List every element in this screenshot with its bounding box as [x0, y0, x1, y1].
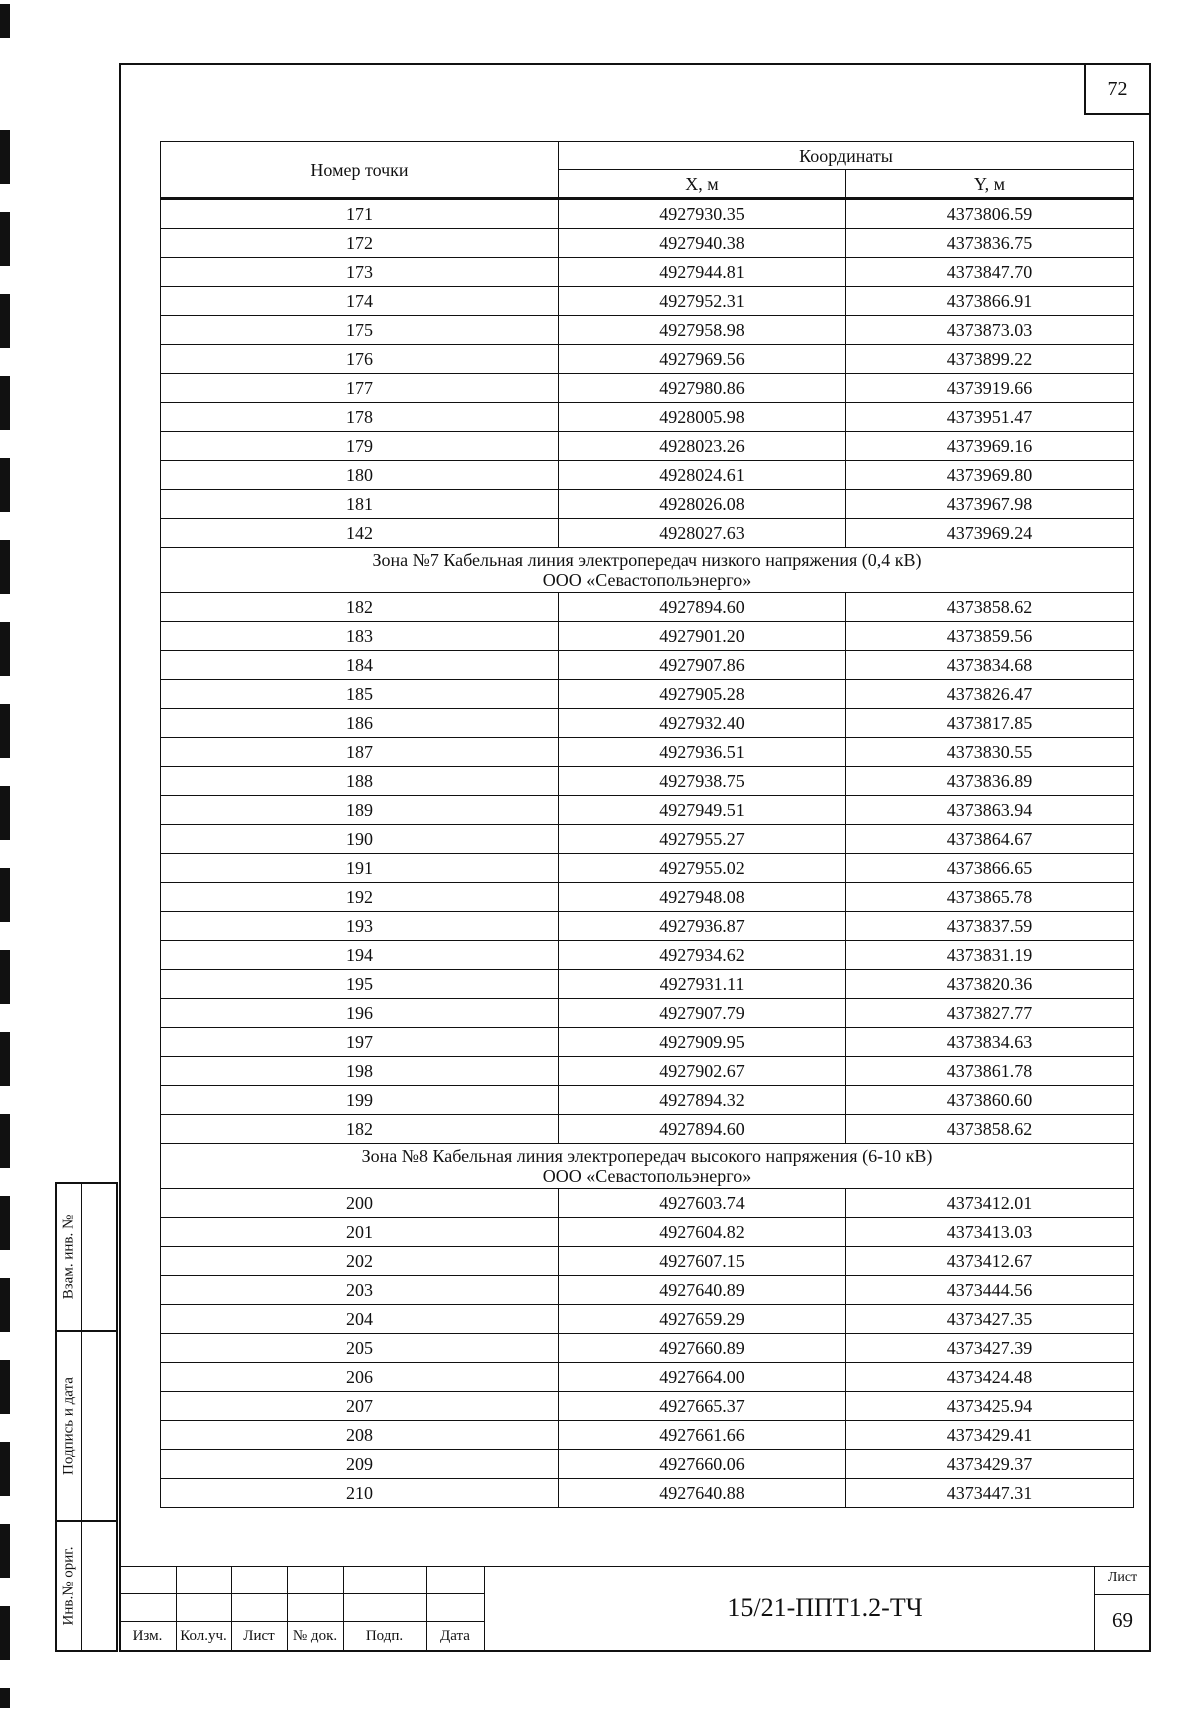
- x-coordinate-cell: 4928005.98: [559, 403, 846, 432]
- table-row: [161, 999, 1134, 1028]
- x-coordinate-cell: 4927932.40: [559, 709, 846, 738]
- y-coordinate-cell: 4373847.70: [846, 258, 1134, 287]
- point-number-cell: 174: [161, 287, 559, 316]
- y-coordinate-cell: 4373969.24: [846, 519, 1134, 548]
- binding-mark: [0, 130, 10, 184]
- table-row: [161, 432, 1134, 461]
- binding-mark: [0, 212, 10, 266]
- binding-mark: [0, 1278, 10, 1332]
- x-coordinate-cell: 4927659.29: [559, 1305, 846, 1334]
- side-label-swap-inv: Взам. инв. №: [60, 1214, 77, 1300]
- table-row: [161, 709, 1134, 738]
- x-coordinate-cell: 4928024.61: [559, 461, 846, 490]
- table-row: [161, 1115, 1134, 1144]
- point-number-cell: 171: [161, 199, 559, 229]
- x-coordinate-cell: 4927907.79: [559, 999, 846, 1028]
- zone-title-line2: ООО «Севастопольэнерго»: [542, 570, 752, 590]
- point-number-cell: 201: [161, 1218, 559, 1247]
- y-coordinate-cell: 4373899.22: [846, 345, 1134, 374]
- binding-mark: [0, 1688, 10, 1708]
- y-coordinate-cell: 4373444.56: [846, 1276, 1134, 1305]
- point-number-cell: 198: [161, 1057, 559, 1086]
- point-number-cell: 183: [161, 622, 559, 651]
- zone-header-row: [161, 1144, 1134, 1189]
- point-number-cell: 193: [161, 912, 559, 941]
- zone-title-line2: ООО «Севастопольэнерго»: [542, 1166, 752, 1186]
- table-row: [161, 738, 1134, 767]
- caption-signature: Подп.: [365, 1628, 404, 1644]
- sheet-number: 69: [1112, 1608, 1133, 1632]
- table-row: [161, 854, 1134, 883]
- y-coordinate-cell: 4373412.01: [846, 1189, 1134, 1218]
- point-number-cell: 206: [161, 1363, 559, 1392]
- point-number-cell: 179: [161, 432, 559, 461]
- x-coordinate-cell: 4927952.31: [559, 287, 846, 316]
- point-number-cell: 197: [161, 1028, 559, 1057]
- y-coordinate-cell: 4373826.47: [846, 680, 1134, 709]
- x-coordinate-cell: 4927958.98: [559, 316, 846, 345]
- point-number-cell: 182: [161, 1115, 559, 1144]
- y-coordinate-cell: 4373830.55: [846, 738, 1134, 767]
- table-row: [161, 490, 1134, 519]
- point-number-cell: 177: [161, 374, 559, 403]
- table-row: [161, 287, 1134, 316]
- binding-mark: [0, 704, 10, 758]
- binding-mark: [0, 294, 10, 348]
- table-row: [161, 1276, 1134, 1305]
- y-coordinate-cell: 4373834.63: [846, 1028, 1134, 1057]
- point-number-cell: 203: [161, 1276, 559, 1305]
- x-coordinate-cell: 4927603.74: [559, 1189, 846, 1218]
- table-row: [161, 316, 1134, 345]
- point-number-cell: 191: [161, 854, 559, 883]
- x-coordinate-cell: 4927936.87: [559, 912, 846, 941]
- table-row: [161, 825, 1134, 854]
- table-row: [161, 1189, 1134, 1218]
- x-coordinate-cell: 4927664.00: [559, 1363, 846, 1392]
- y-coordinate-cell: 4373425.94: [846, 1392, 1134, 1421]
- y-coordinate-cell: 4373967.98: [846, 490, 1134, 519]
- table-row: [161, 1450, 1134, 1479]
- x-coordinate-cell: 4927909.95: [559, 1028, 846, 1057]
- table-row: [161, 1334, 1134, 1363]
- table-row: [161, 1479, 1134, 1508]
- point-number-cell: 205: [161, 1334, 559, 1363]
- y-coordinate-cell: 4373424.48: [846, 1363, 1134, 1392]
- binding-mark: [0, 376, 10, 430]
- x-coordinate-cell: 4927660.89: [559, 1334, 846, 1363]
- point-number-cell: 175: [161, 316, 559, 345]
- table-row: [161, 1421, 1134, 1450]
- y-coordinate-cell: 4373834.68: [846, 651, 1134, 680]
- point-number-cell: 189: [161, 796, 559, 825]
- x-coordinate-cell: 4927901.20: [559, 622, 846, 651]
- binding-mark: [0, 1196, 10, 1250]
- side-stamp-inv-orig: [55, 1520, 118, 1652]
- point-number-cell: 188: [161, 767, 559, 796]
- header-coordinates: Координаты: [559, 142, 1134, 170]
- side-stamp-swap-inv: [55, 1182, 118, 1332]
- x-coordinate-cell: 4927640.89: [559, 1276, 846, 1305]
- binding-mark: [0, 1114, 10, 1168]
- x-coordinate-cell: 4927661.66: [559, 1421, 846, 1450]
- zone-title-line1: Зона №7 Кабельная линия электропередач низкого напряжения (0,4 кВ): [372, 550, 922, 570]
- table-body: [161, 199, 1134, 1508]
- table-row: [161, 912, 1134, 941]
- y-coordinate-cell: 4373858.62: [846, 593, 1134, 622]
- y-coordinate-cell: 4373873.03: [846, 316, 1134, 345]
- point-number-cell: 202: [161, 1247, 559, 1276]
- binding-mark: [0, 1606, 10, 1660]
- zone-header-row: [161, 548, 1134, 593]
- x-coordinate-cell: 4927604.82: [559, 1218, 846, 1247]
- table-row: [161, 345, 1134, 374]
- point-number-cell: 180: [161, 461, 559, 490]
- binding-mark: [0, 950, 10, 1004]
- table-row: [161, 680, 1134, 709]
- point-number-cell: 181: [161, 490, 559, 519]
- y-coordinate-cell: 4373429.41: [846, 1421, 1134, 1450]
- table-row: [161, 1247, 1134, 1276]
- table-row: [161, 1363, 1134, 1392]
- table-row: [161, 767, 1134, 796]
- binding-mark: [0, 458, 10, 512]
- x-coordinate-cell: 4927902.67: [559, 1057, 846, 1086]
- x-coordinate-cell: 4927930.35: [559, 199, 846, 229]
- y-coordinate-cell: 4373969.16: [846, 432, 1134, 461]
- table-row: [161, 622, 1134, 651]
- y-coordinate-cell: 4373806.59: [846, 199, 1134, 229]
- point-number-cell: 196: [161, 999, 559, 1028]
- x-coordinate-cell: 4927660.06: [559, 1450, 846, 1479]
- binding-mark: [0, 1032, 10, 1086]
- y-coordinate-cell: 4373820.36: [846, 970, 1134, 999]
- coordinates-table: [160, 141, 1134, 1508]
- caption-doc-number: № док.: [292, 1628, 338, 1644]
- table-row: [161, 970, 1134, 999]
- y-coordinate-cell: 4373858.62: [846, 1115, 1134, 1144]
- x-coordinate-cell: 4928026.08: [559, 490, 846, 519]
- y-coordinate-cell: 4373831.19: [846, 941, 1134, 970]
- y-coordinate-cell: 4373412.67: [846, 1247, 1134, 1276]
- page-number: [1084, 63, 1151, 115]
- x-coordinate-cell: 4927665.37: [559, 1392, 846, 1421]
- side-label-inv-orig: Инв.№ ориг.: [60, 1546, 77, 1626]
- y-coordinate-cell: 4373860.60: [846, 1086, 1134, 1115]
- point-number-cell: 209: [161, 1450, 559, 1479]
- table-row: [161, 1028, 1134, 1057]
- table-row: [161, 519, 1134, 548]
- point-number-cell: 187: [161, 738, 559, 767]
- table-row: [161, 374, 1134, 403]
- x-coordinate-cell: 4927640.88: [559, 1479, 846, 1508]
- point-number-cell: 204: [161, 1305, 559, 1334]
- binding-mark: [0, 540, 10, 594]
- caption-izm: Изм.: [132, 1628, 163, 1644]
- document-code: 15/21-ППТ1.2-ТЧ: [727, 1593, 923, 1622]
- x-coordinate-cell: 4927894.60: [559, 593, 846, 622]
- x-coordinate-cell: 4927944.81: [559, 258, 846, 287]
- table-row: [161, 651, 1134, 680]
- x-coordinate-cell: 4927938.75: [559, 767, 846, 796]
- binding-mark: [0, 1360, 10, 1414]
- table-row: [161, 593, 1134, 622]
- y-coordinate-cell: 4373865.78: [846, 883, 1134, 912]
- y-coordinate-cell: 4373866.65: [846, 854, 1134, 883]
- sheet-label: Лист: [1107, 1570, 1138, 1585]
- binding-mark: [0, 786, 10, 840]
- x-coordinate-cell: 4927607.15: [559, 1247, 846, 1276]
- point-number-cell: 190: [161, 825, 559, 854]
- point-number-cell: 192: [161, 883, 559, 912]
- binding-mark: [0, 1524, 10, 1578]
- binding-mark: [0, 868, 10, 922]
- table-row: [161, 199, 1134, 229]
- x-coordinate-cell: 4927907.86: [559, 651, 846, 680]
- binding-mark: [0, 4, 10, 38]
- point-number-cell: 194: [161, 941, 559, 970]
- table-row: [161, 1392, 1134, 1421]
- binding-mark: [0, 622, 10, 676]
- x-coordinate-cell: 4927949.51: [559, 796, 846, 825]
- caption-kol-uch: Кол.уч.: [180, 1628, 227, 1644]
- point-number-cell: 182: [161, 593, 559, 622]
- table-row: [161, 1057, 1134, 1086]
- table-row: [161, 461, 1134, 490]
- caption-date: Дата: [440, 1628, 470, 1644]
- point-number-cell: 142: [161, 519, 559, 548]
- y-coordinate-cell: 4373837.59: [846, 912, 1134, 941]
- y-coordinate-cell: 4373413.03: [846, 1218, 1134, 1247]
- table-row: [161, 403, 1134, 432]
- y-coordinate-cell: 4373827.77: [846, 999, 1134, 1028]
- x-coordinate-cell: 4927894.32: [559, 1086, 846, 1115]
- point-number-cell: 186: [161, 709, 559, 738]
- y-coordinate-cell: 4373866.91: [846, 287, 1134, 316]
- y-coordinate-cell: 4373447.31: [846, 1479, 1134, 1508]
- zone-title-line1: Зона №8 Кабельная линия электропередач высокого напряжения (6-10 кВ): [361, 1146, 933, 1166]
- y-coordinate-cell: 4373836.75: [846, 229, 1134, 258]
- x-coordinate-cell: 4928023.26: [559, 432, 846, 461]
- y-coordinate-cell: 4373951.47: [846, 403, 1134, 432]
- x-coordinate-cell: 4927980.86: [559, 374, 846, 403]
- header-x: X, м: [559, 170, 846, 199]
- side-stamp-signature: [55, 1330, 118, 1522]
- point-number-cell: 208: [161, 1421, 559, 1450]
- x-coordinate-cell: 4927936.51: [559, 738, 846, 767]
- point-number-cell: 199: [161, 1086, 559, 1115]
- y-coordinate-cell: 4373817.85: [846, 709, 1134, 738]
- page-number-text: 72: [1107, 77, 1128, 100]
- x-coordinate-cell: 4927934.62: [559, 941, 846, 970]
- y-coordinate-cell: 4373429.37: [846, 1450, 1134, 1479]
- point-number-cell: 172: [161, 229, 559, 258]
- y-coordinate-cell: 4373859.56: [846, 622, 1134, 651]
- y-coordinate-cell: 4373919.66: [846, 374, 1134, 403]
- point-number-cell: 173: [161, 258, 559, 287]
- header-y: Y, м: [846, 170, 1134, 199]
- header-point-number: Номер точки: [161, 142, 559, 199]
- y-coordinate-cell: 4373861.78: [846, 1057, 1134, 1086]
- x-coordinate-cell: 4927948.08: [559, 883, 846, 912]
- point-number-cell: 200: [161, 1189, 559, 1218]
- y-coordinate-cell: 4373427.39: [846, 1334, 1134, 1363]
- table-row: [161, 796, 1134, 825]
- x-coordinate-cell: 4928027.63: [559, 519, 846, 548]
- table-row: [161, 883, 1134, 912]
- table-row: [161, 229, 1134, 258]
- table-row: [161, 1305, 1134, 1334]
- point-number-cell: 176: [161, 345, 559, 374]
- side-label-signature-date: Подпись и дата: [60, 1377, 77, 1475]
- caption-list: Лист: [243, 1628, 275, 1644]
- x-coordinate-cell: 4927969.56: [559, 345, 846, 374]
- y-coordinate-cell: 4373864.67: [846, 825, 1134, 854]
- point-number-cell: 207: [161, 1392, 559, 1421]
- point-number-cell: 178: [161, 403, 559, 432]
- binding-mark: [0, 1442, 10, 1496]
- point-number-cell: 195: [161, 970, 559, 999]
- x-coordinate-cell: 4927931.11: [559, 970, 846, 999]
- table-row: [161, 258, 1134, 287]
- y-coordinate-cell: 4373863.94: [846, 796, 1134, 825]
- table-row: [161, 1086, 1134, 1115]
- x-coordinate-cell: 4927940.38: [559, 229, 846, 258]
- y-coordinate-cell: 4373427.35: [846, 1305, 1134, 1334]
- x-coordinate-cell: 4927955.02: [559, 854, 846, 883]
- table-row: [161, 1218, 1134, 1247]
- point-number-cell: 184: [161, 651, 559, 680]
- x-coordinate-cell: 4927955.27: [559, 825, 846, 854]
- x-coordinate-cell: 4927894.60: [559, 1115, 846, 1144]
- point-number-cell: 185: [161, 680, 559, 709]
- zone-title: [161, 548, 1134, 593]
- point-number-cell: 210: [161, 1479, 559, 1508]
- x-coordinate-cell: 4927905.28: [559, 680, 846, 709]
- table-row: [161, 941, 1134, 970]
- zone-title: [161, 1144, 1134, 1189]
- y-coordinate-cell: 4373836.89: [846, 767, 1134, 796]
- y-coordinate-cell: 4373969.80: [846, 461, 1134, 490]
